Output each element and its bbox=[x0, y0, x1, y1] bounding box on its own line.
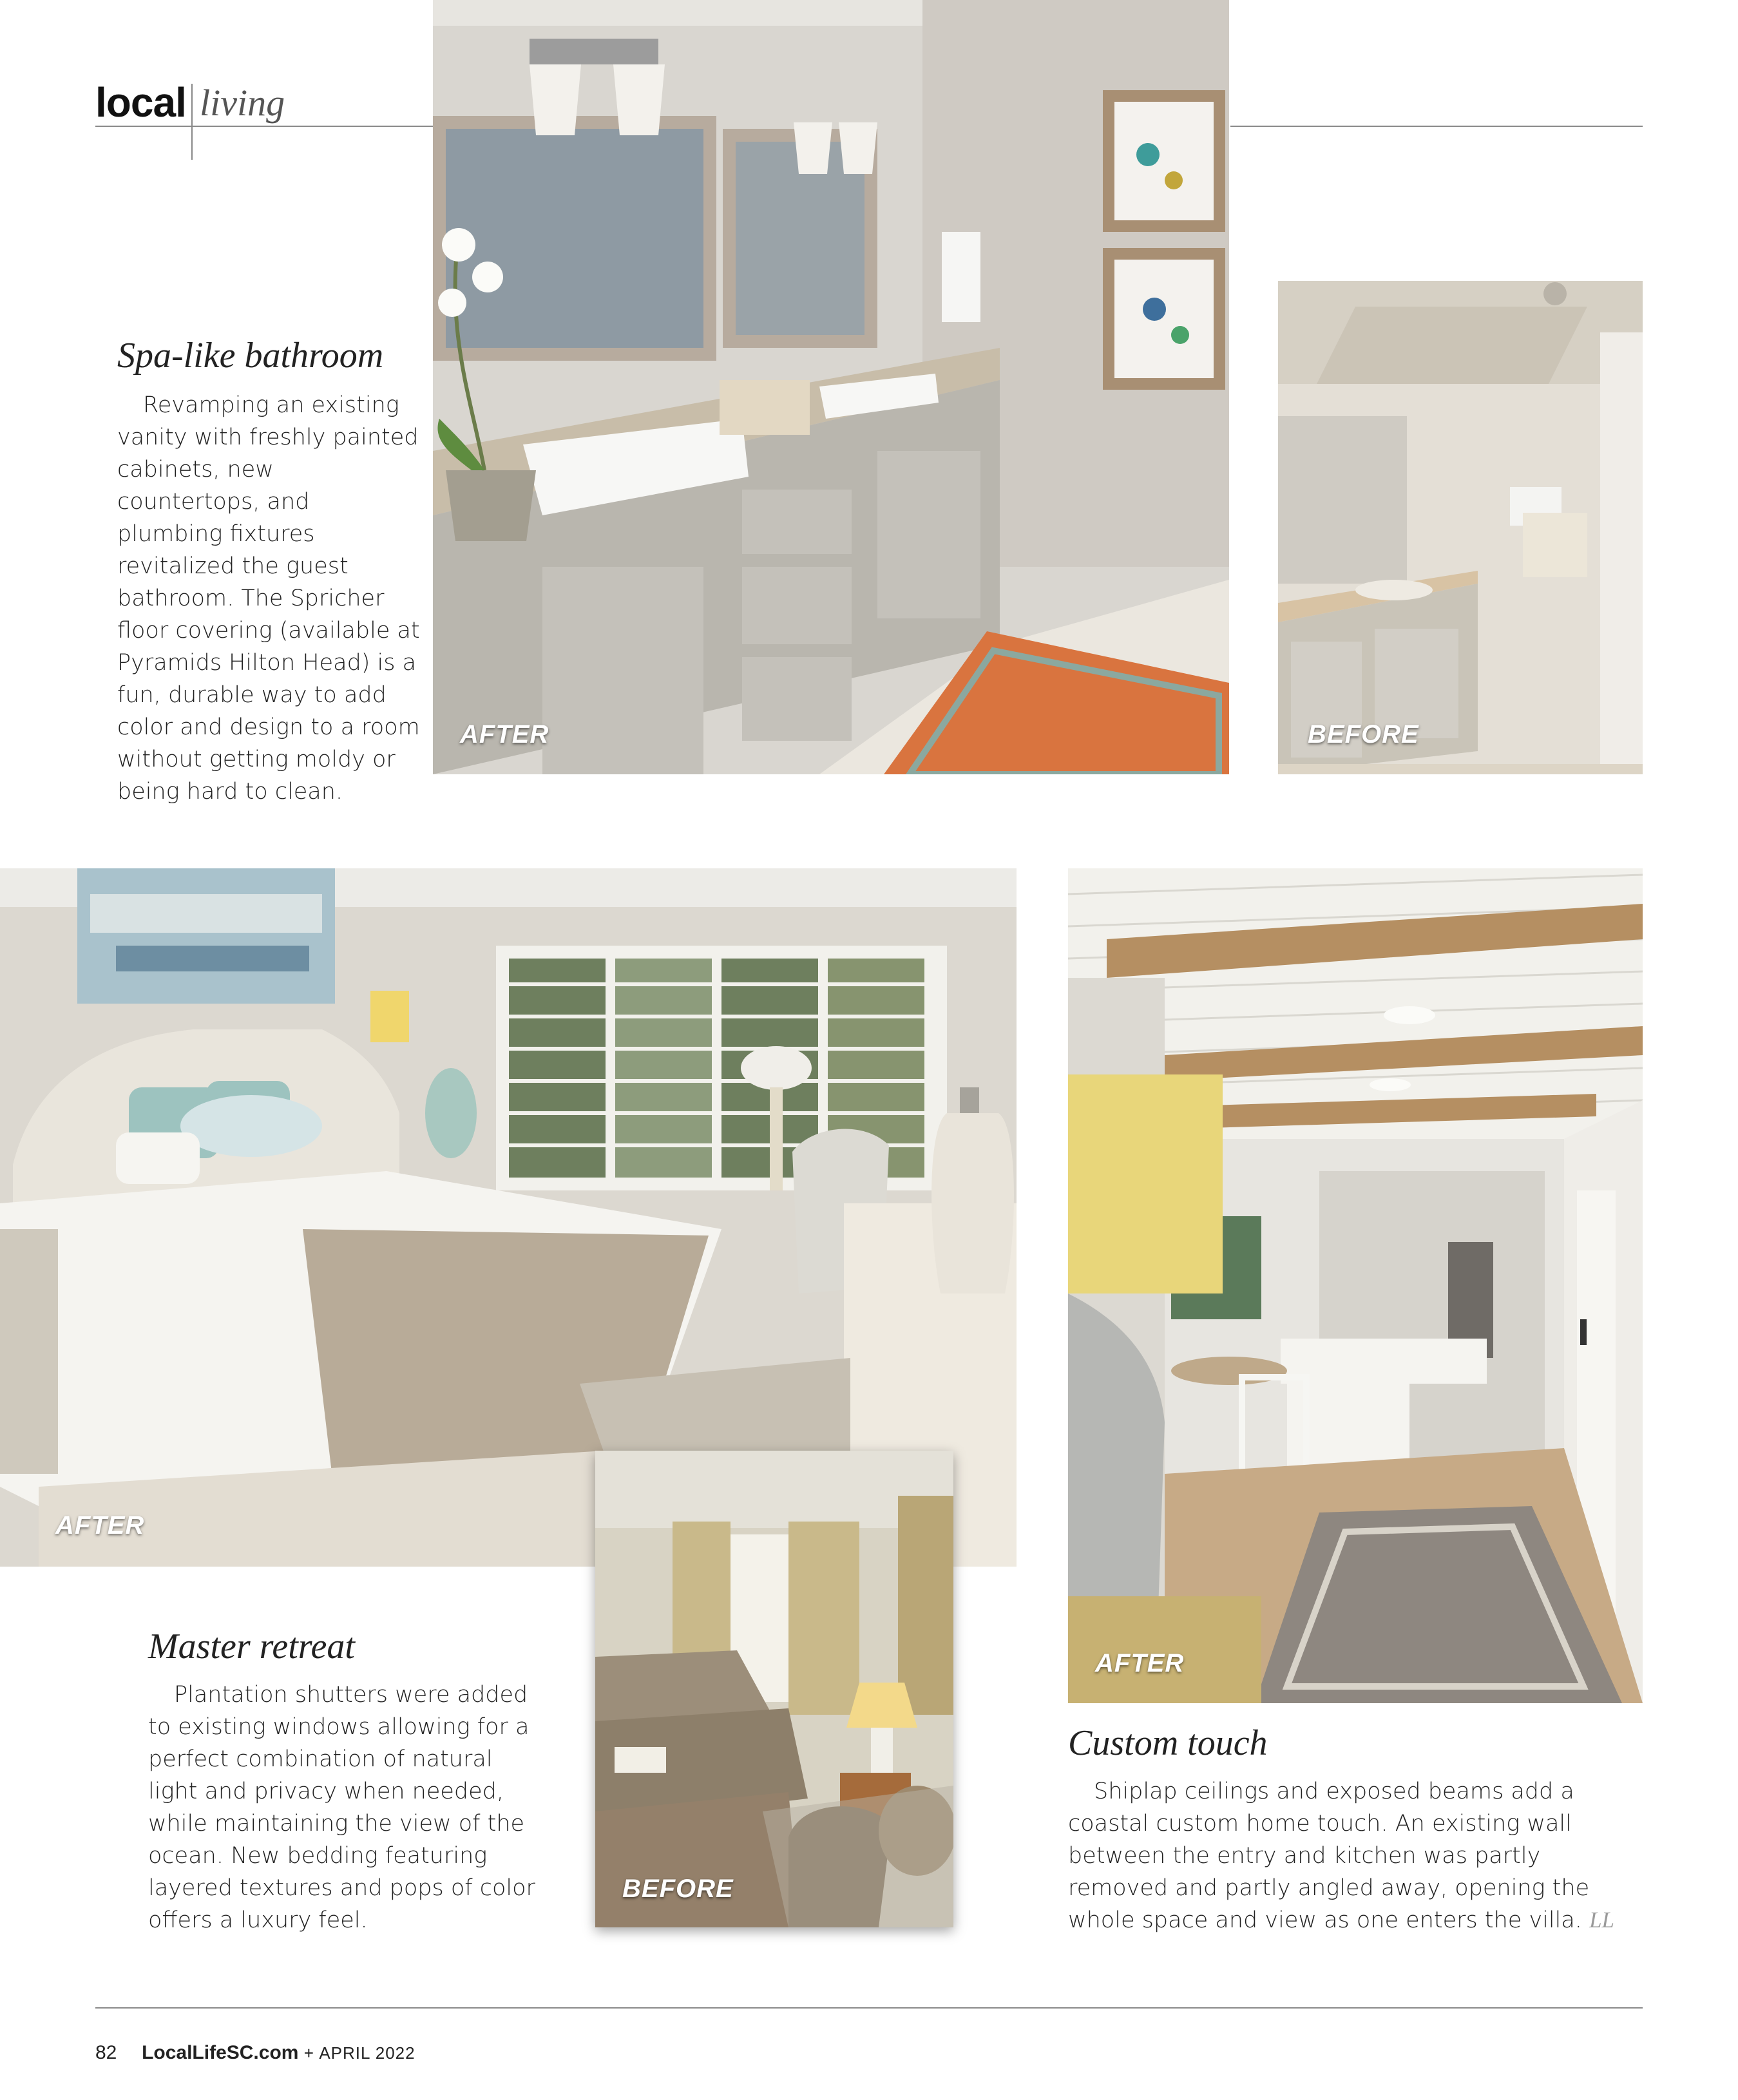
kitchen-body-text bbox=[1068, 1775, 1635, 1936]
section-logo bbox=[95, 79, 186, 126]
kitchen-after-photo bbox=[1068, 868, 1643, 1703]
footer-site-link[interactable]: LocalLifeSC.com bbox=[142, 2042, 299, 2063]
signature-mark: LL bbox=[1589, 1907, 1614, 1933]
logo-local: local bbox=[95, 79, 186, 126]
bathroom-before-label: BEFORE bbox=[1308, 720, 1419, 749]
bedroom-body-text: Plantation shutters were added to existing windows allowing for a perfect combination of natural light and privacy when needed, while maintaining the view of the ocean. New bedding featuring layered textures and pops of color offers a luxury feel. bbox=[148, 1682, 535, 1933]
footer-rule bbox=[95, 2007, 1643, 2009]
bathroom-body-text: Revamping an existing vanity with freshly painted cabinets, new countertops, and plumbing fixtures revitalized the guest bathroom. The Spricher floor covering (available at Pyramids Hilton Head) is a fun, durable way to add color and design to a room without getting moldy or being hard to clean. bbox=[117, 392, 420, 805]
footer bbox=[95, 2042, 415, 2064]
page-number: 82 bbox=[95, 2042, 117, 2063]
kitchen-body-copy: Shiplap ceilings and exposed beams add a coastal custom home touch. An existing wall between the entry and kitchen was partly removed and partly angled away, opening the whole space and view as one enters the villa. bbox=[1068, 1779, 1590, 1933]
logo-divider bbox=[191, 84, 193, 160]
bathroom-before-photo bbox=[1278, 281, 1643, 774]
kitchen-after-label: AFTER bbox=[1095, 1649, 1185, 1677]
header-rule-left bbox=[95, 126, 433, 127]
bedroom-after-label: AFTER bbox=[55, 1511, 145, 1540]
footer-separator: + bbox=[303, 2043, 314, 2063]
kitchen-heading: Custom touch bbox=[1068, 1723, 1268, 1763]
header-rule-right bbox=[1230, 126, 1643, 127]
bedroom-heading: Master retreat bbox=[148, 1627, 355, 1666]
section-logo-living bbox=[200, 81, 285, 124]
bedroom-before-label: BEFORE bbox=[622, 1875, 734, 1903]
bathroom-body bbox=[117, 389, 420, 808]
bathroom-after-photo bbox=[433, 0, 1229, 774]
bathroom-after-label: AFTER bbox=[460, 720, 549, 749]
footer-issue: APRIL 2022 bbox=[319, 2043, 415, 2063]
kitchen-body bbox=[1068, 1775, 1635, 1936]
bedroom-body bbox=[148, 1679, 548, 1936]
logo-living: living bbox=[200, 82, 285, 124]
bathroom-heading: Spa-like bathroom bbox=[117, 336, 384, 376]
bedroom-before-photo bbox=[595, 1451, 953, 1927]
